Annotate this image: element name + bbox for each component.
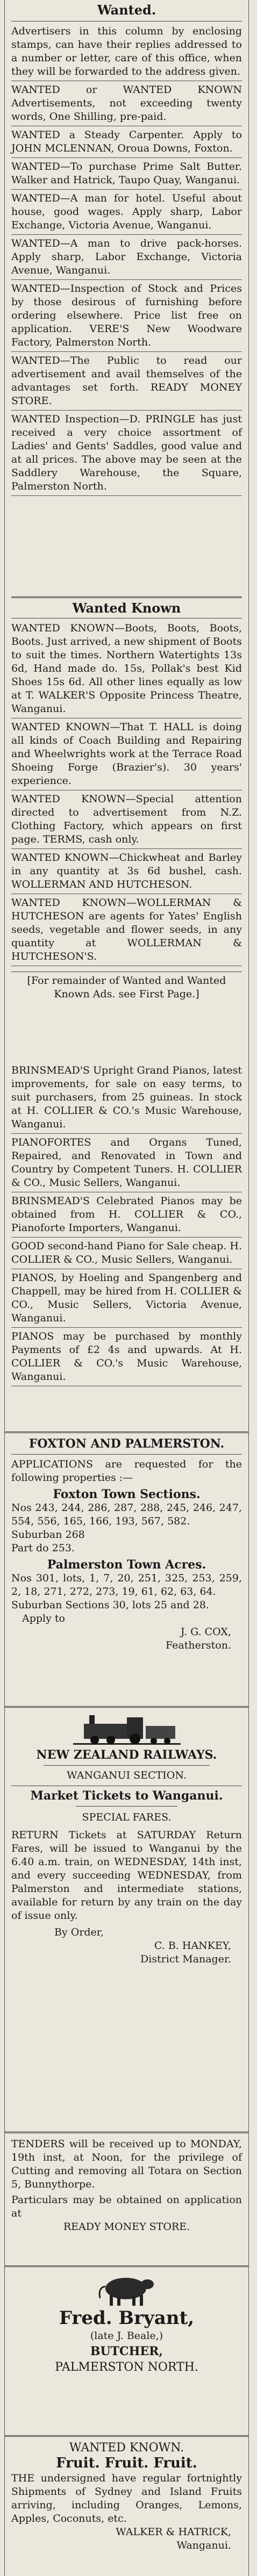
wanted-ad-list	[11, 25, 242, 496]
palmerston-acres-title: Palmerston Town Acres.	[47, 1558, 206, 1572]
wanted-known-section	[5, 596, 248, 1001]
tenders-section	[5, 2132, 248, 2234]
continuation-note: [For remainder of Wanted and Wanted Known Ads. see First Page.]	[11, 972, 242, 1001]
locomotive-icon	[73, 1712, 181, 1746]
wanted-section	[5, 2, 248, 498]
foxton-part: Part do 253.	[11, 1542, 75, 1554]
tenders-body: TENDERS will be received up to MONDAY, 19th inst, at Noon, for the privilege of Cutting and removing all Totara on Section 5, Bunnythorpe.	[11, 2138, 242, 2190]
bryant-name: Fred. Bryant,	[59, 2307, 195, 2329]
steady-carpenter-ad: WANTED a Steady Carpenter. Apply to JOHN MCLENNAN, Oroua Downs, Foxton.	[11, 128, 242, 158]
music-ad-list	[11, 1064, 242, 1386]
agent-name: J. G. COX,	[180, 1626, 231, 1638]
apply-to: Apply to	[22, 1613, 65, 1624]
bryant-place: PALMERSTON NORTH.	[55, 2361, 198, 2374]
music-section	[5, 1064, 248, 1388]
foxton-sections-title: Foxton Town Sections.	[53, 1487, 201, 1501]
pianos-hoeling-ad: PIANOS, by Hoeling and Spangenberg and Chappell, may be hired from H. COLLIER & CO., Music Sellers, Victoria Avenue, Wanganui.	[11, 1271, 242, 1328]
advertisement-column	[4, 0, 249, 2576]
brinsmead-celebrated-ad: BRINSMEAD'S Celebrated Pianos may be obtained from H. COLLIER & CO., Pianoforte Importers, Wanganui.	[11, 1195, 242, 1237]
tall-ad: WANTED KNOWN—That T. HALL is doing all kinds of Coach Building and Repairing and Wheelwrights work at the Terrace Road Shoeing Forge (Brazier's). 30 years' experience.	[11, 721, 242, 790]
tenders-particulars: Particulars may be obtained on application at	[11, 2194, 242, 2219]
special-attention-ad: WANTED KNOWN—Special attention directed to advertisement from N.Z. Clothing Factory, which appears on first page. TERMS, cash only.	[11, 793, 242, 849]
chickwheat-ad: WANTED KNOWN—Chickwheat and Barley in any quantity at 3s 6d bushel, cash. WOLLERMAN AND HUTCHESON.	[11, 851, 242, 894]
fruit-title: WANTED KNOWN.	[69, 2441, 184, 2455]
wanted-known-ad-list	[11, 622, 242, 966]
fruit-body: THE undersigned have regular fortnightly Shipments of Sydney and Island Fruits arriving, including Oranges, Lemons, Apples, Coconuts, etc.	[11, 2472, 242, 2524]
wanted-heading: Wanted.	[11, 2, 242, 21]
railways-role: District Manager.	[140, 1953, 231, 1965]
fruit-sub: Fruit. Fruit. Fruit.	[56, 2455, 197, 2471]
special-fares: SPECIAL FARES.	[82, 1811, 172, 1823]
advertisers-note-ad: Advertisers in this column by enclosing stamps, can have their replies addressed to a number or letter, care of this office, when they will be forwarded to the address given.	[11, 25, 242, 81]
prime-fat-butter-ad: WANTED—To purchase Prime Salt Butter. Walker and Hatrick, Taupo Quay, Wanganui.	[11, 160, 242, 190]
good-second-hand-ad: GOOD second-hand Piano for Sale cheap. H. COLLIER & CO., Music Sellers, Wanganui.	[11, 1240, 242, 1269]
bullock-icon	[95, 2271, 159, 2307]
public-to-read-ad: WANTED—The Public to read our advertisement and avail themselves of the advantages set forth. READY MONEY STORE.	[11, 354, 242, 411]
man-for-hotel-ad: WANTED—A man for hotel. Useful about house, good wages. Apply sharp, Labor Exchange, Victoria Avenue, Wanganui.	[11, 192, 242, 235]
railways-signer: C. B. HANKEY,	[154, 1940, 231, 1952]
palmerston-acres: Nos 301, lots, 1, 7, 20, 251, 325, 253, 259, 2, 18, 271, 272, 273, 19, 61, 62, 63, 64.	[11, 1572, 242, 1598]
pianofortes-ad: PIANOFORTES and Organs Tuned, Repaired, and Renovated in Town and Country by Competent Tuners. H. COLLIER & CO., Music Sellers, Wanganui.	[11, 1136, 242, 1192]
market-tickets: Market Tickets to Wanganui.	[30, 1789, 223, 1803]
fruit-place: Wanganui.	[176, 2539, 231, 2551]
railways-order: By Order,	[54, 1926, 104, 1938]
railways-body: RETURN Tickets at SATURDAY Return Fares, will be issued to Wanganui by the 6.40 a.m. train, on WEDNESDAY, 14th inst, and every succeeding WEDNESDAY, from Palmerston and intermediate stations, available for return by any train on the day of issue only.	[11, 1829, 242, 1922]
inspection-stock-ad: WANTED—Inspection of Stock and Prices by those desirous of furnishing before ordering elsewhere. Price list free on application. VERE'S New Woodware Factory, Palmerston North.	[11, 282, 242, 352]
bryant-late: (late J. Beale,)	[90, 2330, 163, 2342]
boots-ad: WANTED KNOWN—Boots, Boots, Boots, Boots. Just arrived, a new shipment of Boots to suit the times. Northern Watertights 13s 6d, Hand made do. 15s, Pollak's best Kid Shoes 15s 6d. All other lines equally as low at T. WALKER'S Opposite Princess Theatre, Wanganui.	[11, 622, 242, 718]
railways-section-name: WANGANUI SECTION.	[67, 1769, 187, 1781]
foxton-section	[5, 1431, 248, 1652]
fruit-signer: WALKER & HATRICK,	[116, 2526, 231, 2538]
foxton-intro: APPLICATIONS are requested for the following properties :—	[11, 1458, 242, 1484]
railways-title: NEW ZEALAND RAILWAYS.	[36, 1748, 217, 1762]
drive-pack-horses-ad: WANTED—A man to drive pack-horses. Apply sharp, Labor Exchange, Victoria Avenue, Wanganui.	[11, 237, 242, 280]
agent-place: Featherston.	[165, 1639, 231, 1651]
inspection-pringle-ad: WANTED Inspection—D. PRINGLE has just received a very choice assortment of Ladies' and Gents' Saddles, good value and at all prices. The above may be seen at the Saddlery Warehouse, the Square, Palmerston North.	[11, 413, 242, 496]
monthly-payments-ad: PIANOS may be purchased by monthly Payments of £2 4s and upwards. At H. COLLIER & CO.'s Music Warehouse, Wanganui.	[11, 1330, 242, 1386]
railways-section	[5, 1706, 248, 1966]
foxton-sections: Nos 243, 244, 286, 287, 288, 245, 246, 247, 554, 556, 165, 166, 193, 567, 582.	[11, 1502, 242, 1527]
foxton-title: FOXTON AND PALMERSTON.	[28, 1437, 225, 1451]
suburban-sections: Suburban Sections 30, lots 25 and 28.	[11, 1599, 209, 1611]
tenders-store: READY MONEY STORE.	[63, 2221, 190, 2233]
bryant-trade: BUTCHER,	[90, 2344, 163, 2358]
bryant-section	[5, 2265, 248, 2374]
wanted-known-heading: Wanted Known	[11, 596, 242, 618]
wanted-advertisements-ad: WANTED or WANTED KNOWN Advertisements, not exceeding twenty words, One Shilling, pre-paid.	[11, 83, 242, 126]
brinsmeads-ad: BRINSMEAD'S Upright Grand Pianos, latest improvements, for sale on easy terms, to suit purchasers, from 25 guineas. In stock at H. COLLIER & CO.'s Music Warehouse, Wanganui.	[11, 1064, 242, 1134]
english-seeds-ad: WANTED KNOWN—WOLLERMAN & HUTCHESON are agents for Yates' English seeds, vegetable and flower seeds, in any quantity at WOLLERMAN & HUTCHESON'S.	[11, 896, 242, 966]
fruit-section	[5, 2435, 248, 2552]
foxton-suburban: Suburban 268	[11, 1529, 85, 1541]
